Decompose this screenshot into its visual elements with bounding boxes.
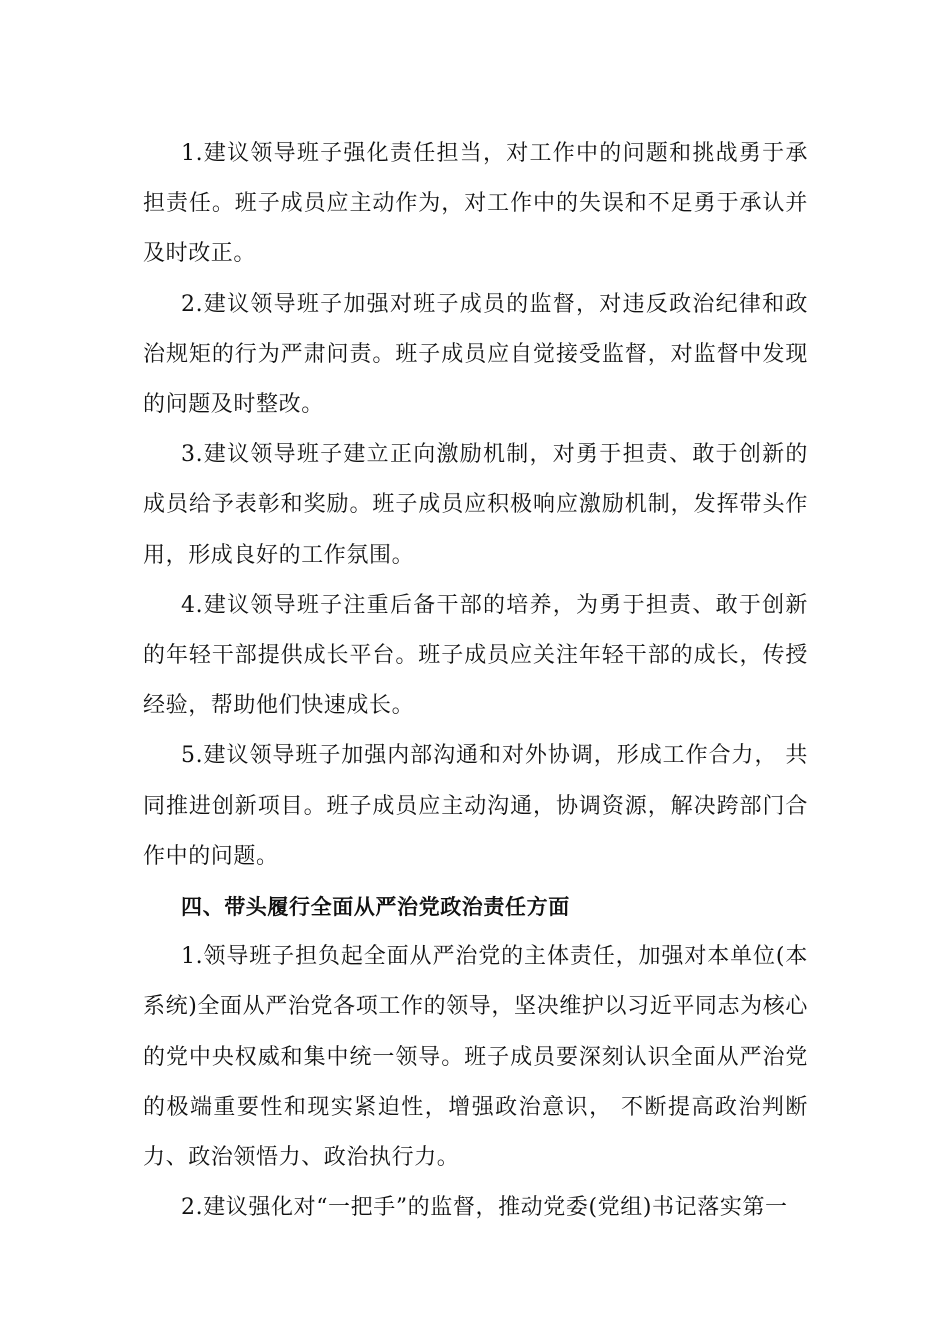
paragraph-suggestion-2: 2.建议领导班子加强对班子成员的监督，对违反政治纪律和政治规矩的行为严肃问责。班子成员应自觉接受监督，对监督中发现的问题及时整改。 xyxy=(143,291,808,418)
paragraph-suggestion-5: 5.建议领导班子加强内部沟通和对外协调，形成工作合力， 共同推进创新项目。班子成员应主动沟通，协调资源，解决跨部门合作中的问题。 xyxy=(143,743,808,869)
paragraph-section-item-2: 2.建议强化对“一把手”的监督，推动党委(党组)书记落实第一 xyxy=(181,1195,788,1221)
paragraph-suggestion-4: 4.建议领导班子注重后备干部的培养，为勇于担责、敢于创新的年轻干部提供成长平台。班子成员应关注年轻干部的成长，传授经验，帮助他们快速成长。 xyxy=(143,592,808,719)
paragraph-section-item-1: 1.领导班子担负起全面从严治党的主体责任，加强对本单位(本系统)全面从严治党各项工作的领导，坚决维护以习近平同志为核心的党中央权威和集中统一领导。班子成员要深刻认识全面从严治党的极端重要性和现实紧迫性，增强政治意识， 不断提高政治判断力、政治领悟力、政治执行力。 xyxy=(143,944,808,1171)
section-heading: 四、带头履行全面从严治党政治责任方面 xyxy=(181,895,570,920)
paragraph-suggestion-3: 3.建议领导班子建立正向激励机制，对勇于担责、敢于创新的成员给予表彰和奖励。班子成员应积极响应激励机制，发挥带头作用，形成良好的工作氛围。 xyxy=(143,442,808,568)
document-body xyxy=(143,129,808,1233)
paragraph-suggestion-1: 1.建议领导班子强化责任担当，对工作中的问题和挑战勇于承担责任。班子成员应主动作为，对工作中的失误和不足勇于承认并及时改正。 xyxy=(143,141,808,267)
